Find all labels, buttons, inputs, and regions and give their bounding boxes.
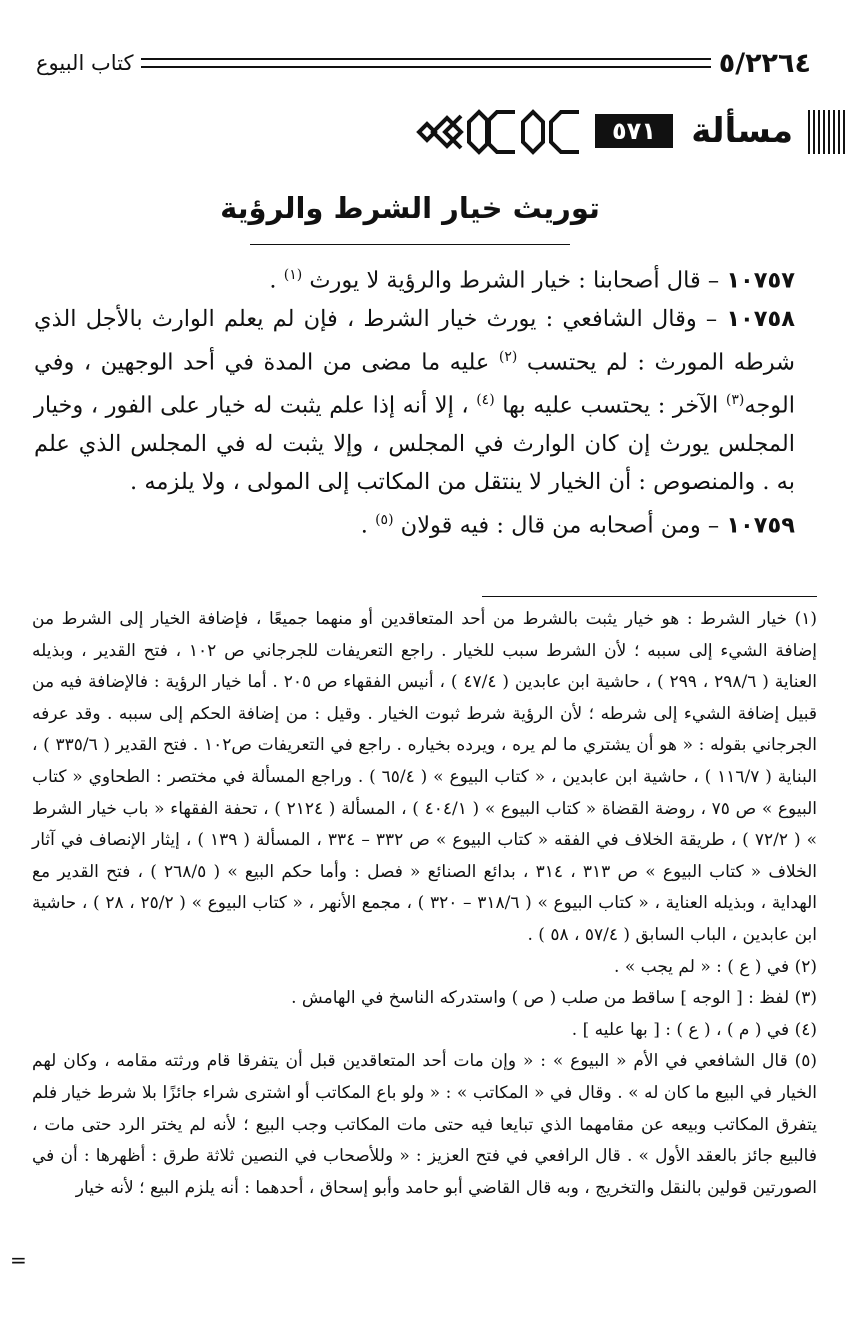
issue-number: ١٠٧٥٩: [726, 512, 795, 538]
footnote-ref: (٥): [375, 511, 394, 528]
footnote-separator: [482, 596, 817, 597]
issue-number: ١٠٧٥٧: [726, 267, 795, 294]
masala-banner: [375, 104, 845, 160]
running-header: [36, 46, 811, 80]
paragraph-text: – قال أصحابنا : خيار الشرط والرؤية لا يورث: [302, 267, 727, 294]
footnote-3: (٣) لفظ : [ الوجه ] ساقط من صلب ( ص ) واستدركه الناسخ في الهامش .: [291, 988, 817, 1009]
footnote-ref: (٢): [498, 348, 518, 365]
paragraph-tail: .: [269, 267, 284, 294]
footnote-5: (٥) قال الشافعي في الأم « البيوع » : « وإن مات أحد المتعاقدين قبل أن يتفرقا قام ورثته مقامه ، وكان لهم الخيار في البيع ما كان له » . وقال في « المكاتب » : « ولو باع المكاتب أو اشترى شراء جائزًا بلا شرط خيار فلم يتفرق المكاتب وبيعه عن مقامهما الذي تبايعا فيه حتى مات المكاتب وجب البيع ؛ لأنه لم يختر الرد حتى مات ، فالبيع جائز بالعقد الأول » . قال الرافعي في فتح العزيز : « وللأصحاب في النصين ثلاثة طرق : أظهرها : أن في الصورتين قولين بالنقل والتخريج ، وبه قال القاضي أبو حامد وأبو إسحاق ، أحدهما : أنه يلزم البيع ؛ لأنه خيار: [32, 1051, 817, 1198]
paragraph-text: عليه ما مضى من المدة في أحد الوجهين ، وفي الوجه: [34, 349, 796, 419]
footnote-2: (٢) في ( ع ) : « لم يجب » .: [614, 956, 817, 977]
masala-label: مسألة: [691, 111, 793, 151]
footnote-ref: (١): [283, 267, 303, 283]
paragraph-10759: [34, 501, 817, 545]
page-number: ٥/٢٢٦٤: [718, 47, 811, 79]
footnotes: [32, 604, 817, 1204]
footnote-1: (١) خيار الشرط : هو خيار يثبت بالشرط من أحد المتعاقدين أو منهما جميعًا ، فإضافة الخيار إلى الشرط من إضافة الشيء إلى سببه ؛ لأن الشرط سبب للخيار . راجع التعريفات للجرجاني ص ١٠٢ ، فتح القدير ، وبذيله العناية ( ٢٩٨/٦ ، ٢٩٩ ) ، حاشية ابن عابدين ( ٤٧/٤ ) ، أنيس الفقهاء ص ٢٠٥ . أما خيار الرؤية : فالإضافة فيه من قبيل إضافة الشيء إلى شرطه ؛ لأن الرؤية شرط ثبوت الخيار . وقيل : من إضافة الحكم إلى سببه . وقد عرفه الجرجاني بقوله : « هو أن يشتري ما لم يره ، ويرده بخياره . راجع في التعريفات ص١٠٢ . فتح القدير ( ٣٣٥/٦ ) ، البناية ( ١١٦/٧ ) ، حاشية ابن عابدين ، « كتاب البيوع » ( ٦٥/٤ ) . وراجع المسألة في مختصر : الطحاوي « كتاب البيوع » ص ٧٥ ، روضة القضاة « كتاب البيوع » ( ٤٠٤/١ ) ، المسألة ( ٢١٢٤ ) ، تحفة الفقهاء « باب خيار الشرط » ( ٧٢/٢ ) ، طريقة الخلاف في الفقه « كتاب البيوع » ص ٣٣٢ – ٣٣٤ ، المسألة ( ١٣٩ ) ، إيثار الإنصاف في آثار الخلاف « كتاب البيوع » ص ٣١٣ ، ٣١٤ ، بدائع الصنائع « فصل : وأما حكم البيع » ( ٢٦٨/٥ ) ، فتح القدير مع الهداية ، وبذيله العناية ، « كتاب البيوع » ( ٣١٨/٦ – ٣٢٠ ) ، مجمع الأنهر ، « كتاب البيوع » ( ٢٥/٢ ، ٢٨ ) ، حاشية ابن عابدين ، الباب السابق ( ٥٧/٤ ، ٥٨ ) .: [32, 609, 818, 945]
paragraph-text: الآخر : يحتسب عليه بها: [494, 392, 726, 419]
footnote-ref: (٣): [725, 392, 745, 408]
section-title: [190, 185, 630, 245]
issue-number: ١٠٧٥٨: [726, 305, 795, 332]
continuation-mark: =: [10, 1248, 27, 1272]
paragraph-10758: [34, 300, 817, 501]
paragraph-10757: [34, 256, 817, 300]
main-text: [34, 256, 817, 544]
masala-number: ٥٧١: [595, 114, 673, 148]
title-underline: [250, 244, 570, 245]
paragraph-text: – وقال الشافعي : يورث خيار الشرط ، فإن لم يعلم الوارث بالأجل الذي شرطه المورث : لم يحتسب: [34, 305, 795, 375]
paragraph-tail: .: [360, 512, 376, 538]
paragraph-text: ، إلا أنه إذا علم يثبت له خيار على الفور ، وخيار المجلس يورث إن كان الوارث في المجلس ، وإلا يثبت له في المجلس الذي علم به . والمنصوص : أن الخيار لا ينتقل من المكاتب إلى المولى ، ولا يلزمه .: [34, 392, 795, 495]
section-title-text: توريث خيار الشرط والرؤية: [220, 191, 600, 225]
footnote-4: (٤) في ( م ) ، ( ع ) : [ بها عليه ] .: [571, 1019, 817, 1040]
geometric-ornament-icon: [383, 104, 583, 160]
footnote-ref: (٤): [476, 392, 495, 408]
banner-bars-ornament: [807, 110, 845, 154]
header-rule: [141, 58, 710, 68]
paragraph-text: – ومن أصحابه من قال : فيه قولان: [393, 512, 727, 538]
book-title: كتاب البيوع: [36, 51, 134, 75]
